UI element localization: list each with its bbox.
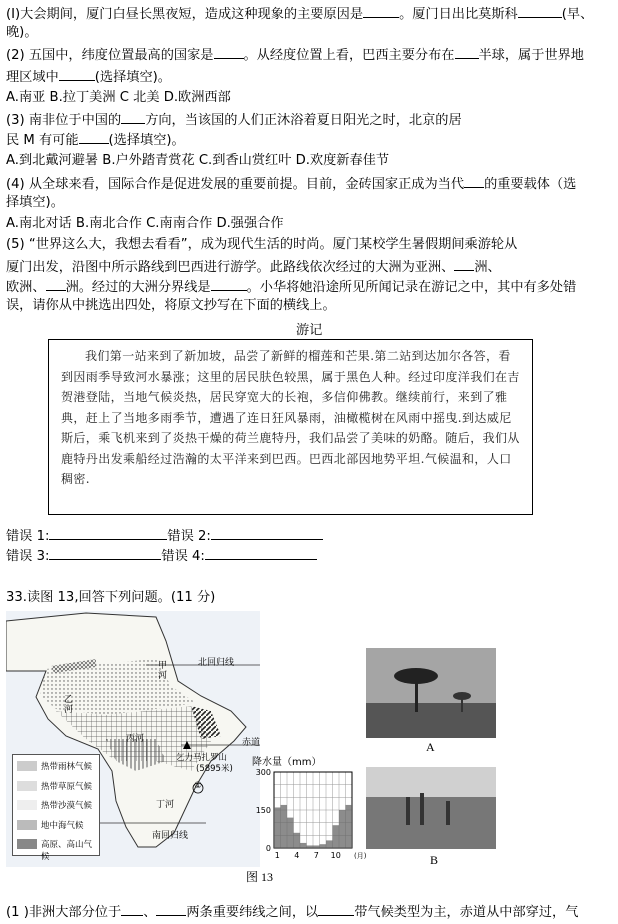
error-4-label: 错误 4: (161, 549, 205, 564)
chart-svg (252, 750, 372, 865)
q33-1-text-c: 两条重要纬线之间，以 (186, 905, 319, 920)
label-mountain: 乞力马扎罗山 (176, 753, 228, 763)
chart-bar (320, 844, 327, 848)
q33-1-blank-1[interactable] (121, 902, 143, 916)
q1-text-b: 。厦门日出比莫斯科 (399, 7, 518, 22)
legend-highland: 高原、高山气候 (41, 840, 93, 862)
label-river-ding: 丁河 (156, 800, 175, 810)
africa-climate-map (6, 611, 260, 867)
q4-line2: 择填空)。 (6, 195, 64, 210)
q2-blank-1[interactable] (214, 45, 244, 59)
q33-title: 33.读图 13,回答下列问题。(11 分) (6, 590, 216, 605)
label-north-tropic: 北回归线 (198, 658, 235, 668)
photo-a (366, 648, 496, 738)
q33-1-text-a: (1 )非洲大部分位于 (6, 905, 122, 920)
q5-line4: 误，请你从中挑选出四处，将原文抄写在下面的横线上。 (6, 298, 336, 313)
q3-line1 (6, 110, 462, 130)
chart-bar (287, 818, 294, 848)
q1-line1 (6, 4, 593, 24)
q5-blank-1[interactable] (454, 257, 474, 271)
photo-a-label: A (426, 740, 435, 754)
chart-bar (313, 845, 320, 848)
q2-options: A.南亚 B.拉丁美洲 C 北美 D.欧洲西部 (6, 90, 231, 105)
error-4-field[interactable] (205, 546, 317, 560)
q5-text-b: 厦门出发，沿图中所示路线到巴西进行游学。此路线依次经过的大洲为亚洲、 (6, 260, 455, 275)
q3-text-b: 方向，当该国的人们正沐浴着夏日阳光之时，北京的居 (145, 113, 462, 128)
q3-line2 (6, 130, 185, 150)
legend-savanna: 热带草原气候 (41, 782, 93, 792)
label-river-jia: 甲河 (158, 661, 168, 681)
q5-text-e: 洲。经过的大洲分界线是 (65, 280, 211, 295)
q33-1-blank-3[interactable] (318, 902, 354, 916)
q3-blank-2[interactable] (79, 130, 109, 144)
photo-b-label: B (430, 853, 439, 867)
label-river-bing: 丙河 (126, 734, 145, 744)
q1-line2 (6, 24, 38, 42)
chart-bar (326, 840, 333, 848)
q2-text-d: 理区域中 (6, 70, 59, 85)
chart-bar (339, 810, 346, 848)
q5-blank-2[interactable] (46, 277, 66, 291)
chart-x-tick-label: 7 (313, 851, 319, 860)
q33-1-blank-2[interactable] (156, 902, 186, 916)
travel-notes-text: 我们第一站来到了新加坡，品尝了新鲜的榴莲和芒果.第二站到达加尔各答，看到因雨季导致河水暴涨；这里的居民肤色较黑，属于黑色人种。经过印度洋我们在吉贺港登陆，当地气候炎热，居民穿宽大的长袍，多信仰佛教。继续前行，来到了雅典，赶上了当地多雨季节，遭遇了连日狂风暴雨，油橄榄树在风雨中摇曳.到达威尼斯后，乘飞机来到了炎热干燥的荷兰鹿特丹，我们品尝了美味的奶酪。随后，我们从鹿特丹出发乘船经过浩瀚的太平洋来到巴西。巴西北部因地势平坦.气候温和，人口稠密. (61, 349, 520, 486)
chart-xlabel: (月) (354, 852, 367, 860)
travel-title: 游记 (296, 323, 323, 338)
chart-x-tick-label: 1 (274, 851, 280, 860)
q1-blank-2[interactable] (518, 4, 562, 18)
error-2-label: 错误 2: (167, 529, 211, 544)
savanna-tree-photo-icon (366, 648, 496, 738)
error-2-field[interactable] (211, 526, 323, 540)
q2-text-e: (选择填空)。 (94, 70, 171, 85)
error-1-label: 错误 1: (6, 529, 50, 544)
giraffe-photo-icon (366, 767, 496, 849)
q33-1-line (6, 902, 578, 922)
q4-text-b: 的重要载体（选 (484, 177, 577, 192)
q2-line1 (6, 45, 584, 65)
chart-bar (300, 843, 307, 848)
q4-blank-1[interactable] (464, 174, 484, 188)
map-legend (12, 754, 100, 862)
label-south-tropic: 南回归线 (152, 831, 189, 841)
precipitation-chart (252, 750, 372, 865)
chart-bar (333, 825, 340, 848)
chart-ylabel: 降水量（mm） (252, 757, 322, 768)
q3-text-d: (选择填空)。 (108, 133, 185, 148)
chart-bar (274, 807, 281, 848)
errors-row-1 (6, 526, 323, 546)
q3-text-c: 民 M 有可能 (6, 133, 79, 148)
chart-y-tick-label: 0 (265, 844, 271, 853)
q33-1-text-d: 带气候类型为主，赤道从中部穿过，气 (354, 905, 579, 920)
q5-line1: (5) “世界这么大，我想去看看”，成为现代生活的时尚。厦门某校学生暑假期间乘游轮从 (6, 237, 518, 252)
q5-text-c: 洲、 (474, 260, 501, 275)
q2-blank-3[interactable] (59, 67, 95, 81)
photo-b (366, 767, 496, 849)
errors-row-2 (6, 546, 317, 566)
q2-text-a: (2) 五国中，纬度位置最高的国家是 (6, 48, 214, 63)
label-circle-mark: ① (194, 781, 203, 791)
q5-line2 (6, 257, 501, 277)
q3-text-a: (3) 南非位于中国的 (6, 113, 122, 128)
q4-line1 (6, 174, 576, 194)
chart-x-tick-label: 10 (330, 851, 341, 860)
chart-bar (346, 805, 353, 848)
chart-bar (281, 805, 288, 848)
label-river-yi: 乙河 (64, 695, 74, 715)
chart-bar (307, 845, 314, 848)
q2-text-c: 半球，属于世界地 (478, 48, 584, 63)
q1-blank-1[interactable] (363, 4, 399, 18)
q5-text-d: 欧洲、 (6, 280, 46, 295)
q4-options: A.南北对话 B.南北合作 C.南南合作 D.强强合作 (6, 216, 284, 231)
label-equator: 赤道 (242, 738, 261, 748)
q3-blank-1[interactable] (121, 110, 145, 124)
q1-text-a: (Ⅰ)大会期间，厦门白昼长黑夜短，造成这种现象的主要原因是 (6, 7, 364, 22)
q33-1-text-b: 、 (143, 905, 157, 920)
q2-blank-2[interactable] (455, 45, 479, 59)
chart-bar (294, 833, 301, 848)
error-1-field[interactable] (49, 526, 167, 540)
q1-text-d: 晚)。 (6, 25, 38, 40)
figure-caption: 图 13 (246, 870, 274, 884)
chart-y-tick-label: 300 (255, 768, 271, 777)
legend-desert: 热带沙漠气候 (41, 801, 93, 811)
error-3-label: 错误 3: (6, 549, 50, 564)
q5-text-f: 。小华将她沿途所见所闻记录在游记之中，其中有多处错 (246, 280, 577, 295)
chart-y-tick-label: 150 (255, 806, 271, 815)
chart-x-tick-label: 4 (294, 851, 300, 860)
travel-notes-box (48, 339, 533, 515)
label-mountain-height: (5895米) (196, 764, 233, 774)
q5-blank-3[interactable] (211, 277, 247, 291)
legend-rainforest: 热带雨林气候 (41, 762, 93, 772)
q2-text-b: 。从经度位置上看，巴西主要分布在 (243, 48, 455, 63)
legend-mediterranean: 地中海气候 (41, 821, 84, 831)
q3-options: A.到北戴河避暑 B.户外踏青赏花 C.到香山赏红叶 D.欢度新春佳节 (6, 153, 390, 168)
q1-text-c: (早、 (561, 7, 594, 22)
q5-line3 (6, 277, 576, 297)
error-3-field[interactable] (49, 546, 161, 560)
q2-line2 (6, 67, 171, 87)
q4-text-a: (4) 从全球来看，国际合作是促进发展的重要前提。目前，金砖国家正成为当代 (6, 177, 465, 192)
